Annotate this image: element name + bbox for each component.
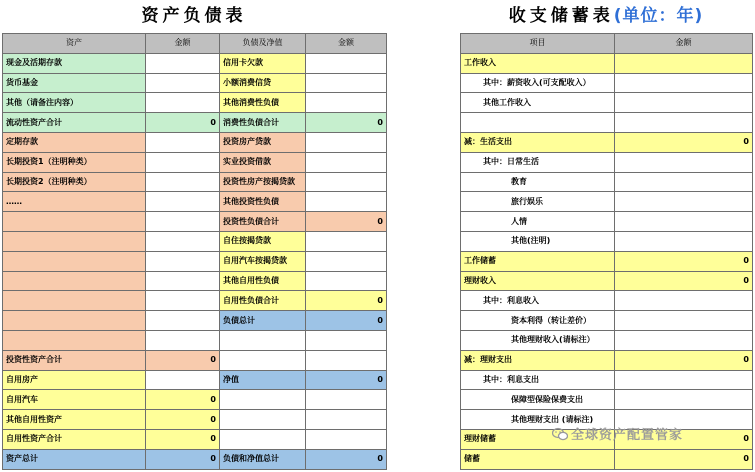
liability-amount-cell[interactable] [306,330,387,350]
table-row [461,370,753,390]
item-amount-cell[interactable]: 0 [615,251,753,271]
asset-label: 流动性资产合计 [3,113,146,133]
liability-amount-cell[interactable]: 0 [306,291,387,311]
liability-amount-cell[interactable] [306,251,387,271]
item-label: 人情 [461,212,615,232]
liability-amount-cell[interactable] [306,390,387,410]
liability-amount-cell[interactable] [306,231,387,251]
item-amount-cell[interactable]: 0 [615,350,753,370]
asset-label: 定期存款 [3,132,146,152]
table-row [461,93,753,113]
table-row [3,311,387,331]
item-label: 旅行娱乐 [461,192,615,212]
liability-label: 消费性负债合计 [220,113,306,133]
liability-label: 投资房产贷款 [220,132,306,152]
table-row [461,172,753,192]
table-row [461,390,753,410]
table-row [461,113,753,133]
asset-label: 长期投资1（注明种类） [3,152,146,172]
item-amount-cell[interactable] [615,291,753,311]
income-savings-title [460,0,752,33]
item-label: 理财储蓄 [461,429,615,449]
item-label: 资本利得（转让差价） [461,311,615,331]
item-label: 减：生活支出 [461,132,615,152]
table-row [461,271,753,291]
asset-label: 自用房产 [3,370,146,390]
asset-label: 投资性资产合计 [3,350,146,370]
liability-amount-cell[interactable] [306,73,387,93]
item-amount-cell[interactable] [615,73,753,93]
liability-header: 负债及净值 [220,34,306,54]
asset-amount-cell[interactable] [146,251,220,271]
item-label: 其他工作收入 [461,93,615,113]
asset-amount-cell[interactable] [146,291,220,311]
table-row [3,152,387,172]
table-row [461,251,753,271]
liability-label: 负债和净值总计 [220,449,306,469]
item-amount-cell[interactable] [615,212,753,232]
liability-label: 小额消费信贷 [220,73,306,93]
table-row [3,73,387,93]
item-label: 其他理财支出 (请标注) [461,410,615,430]
liability-amount-cell[interactable] [306,410,387,430]
table-row [3,350,387,370]
table-row [3,449,387,469]
table-row [461,231,753,251]
asset-amount-cell[interactable]: 0 [146,350,220,370]
liability-amount-cell[interactable] [306,271,387,291]
item-amount-cell[interactable]: 0 [615,449,753,469]
table-row [3,172,387,192]
table-row [461,132,753,152]
asset-label: 货币基金 [3,73,146,93]
asset-amount-cell[interactable] [146,271,220,291]
liability-amount-cell[interactable] [306,132,387,152]
item-label: 其中：利息收入 [461,291,615,311]
item-label: 保障型保险保费支出 [461,390,615,410]
balance-sheet-title-text: 资产负债表 [141,6,247,26]
item-amount-cell[interactable] [615,390,753,410]
asset-header: 资产 [3,34,146,54]
asset-amount-cell[interactable] [146,53,220,73]
item-amount-cell[interactable] [615,311,753,331]
liability-label: 投资性房产按揭贷款 [220,172,306,192]
item-amount-cell[interactable] [615,152,753,172]
liability-amount-cell[interactable]: 0 [306,311,387,331]
balance-sheet-table [2,33,387,470]
liability-amount-cell[interactable]: 0 [306,212,387,232]
item-label: 工作储蓄 [461,251,615,271]
item-amount-cell[interactable] [615,330,753,350]
table-row [461,212,753,232]
liability-label: 信用卡欠款 [220,53,306,73]
asset-amount-cell[interactable]: 0 [146,410,220,430]
balance-sheet-title [2,0,386,33]
item-amount-cell[interactable] [615,113,753,133]
item-label: 储蓄 [461,449,615,469]
item-label [461,113,615,133]
asset-label [3,251,146,271]
asset-label [3,291,146,311]
item-label: 教育 [461,172,615,192]
liability-label: 净值 [220,370,306,390]
unit-label: (单位：年) [613,6,704,26]
asset-amount-cell[interactable]: 0 [146,390,220,410]
liability-label: 自住按揭贷款 [220,231,306,251]
asset-label: 自用汽车 [3,390,146,410]
asset-label: 资产总计 [3,449,146,469]
liability-amount-cell[interactable] [306,172,387,192]
table-row [461,311,753,331]
item-amount-cell[interactable]: 0 [615,271,753,291]
asset-label: 自用性资产合计 [3,429,146,449]
table-row [3,132,387,152]
item-label: 工作收入 [461,53,615,73]
table-row [3,271,387,291]
item-amount-cell[interactable]: 0 [615,429,753,449]
asset-amount-cell[interactable]: 0 [146,429,220,449]
liability-label [220,429,306,449]
liability-amount-cell[interactable] [306,53,387,73]
liability-label: 投资性负债合计 [220,212,306,232]
item-header: 项目 [461,34,615,54]
item-label: 其中：利息支出 [461,370,615,390]
asset-label [3,330,146,350]
table-row [461,449,753,469]
table-row [3,231,387,251]
liability-label: 负债总计 [220,311,306,331]
table-row [3,370,387,390]
liability-amount-cell[interactable] [306,192,387,212]
watermark-text: 全球资产配置管家 [571,428,684,443]
liability-amount-cell[interactable]: 0 [306,370,387,390]
table-row [3,113,387,133]
liability-amount-cell[interactable] [306,93,387,113]
asset-amount-cell[interactable]: 0 [146,449,220,469]
asset-label [3,231,146,251]
item-amount-cell[interactable] [615,370,753,390]
asset-amount-cell[interactable] [146,212,220,232]
liability-label: 自用性负债合计 [220,291,306,311]
asset-amount-cell[interactable] [146,93,220,113]
liability-amount-cell[interactable]: 0 [306,449,387,469]
item-label: 理财收入 [461,271,615,291]
liability-label [220,390,306,410]
table-row [3,53,387,73]
liability-amount-cell[interactable]: 0 [306,113,387,133]
asset-amount-cell[interactable] [146,370,220,390]
table-row [3,390,387,410]
header-row [3,34,387,54]
item-amount-cell[interactable] [615,53,753,73]
watermark [552,424,683,443]
item-label: 减：理财支出 [461,350,615,370]
table-row [461,350,753,370]
item-label: 其中：薪资收入(可支配收入） [461,73,615,93]
item-amount-cell[interactable]: 0 [615,132,753,152]
amount-header: 金额 [615,34,753,54]
table-row [3,93,387,113]
wechat-icon [552,427,568,441]
asset-amount-cell[interactable] [146,172,220,192]
asset-amount-cell[interactable] [146,311,220,331]
table-row [3,429,387,449]
asset-label: 现金及活期存款 [3,53,146,73]
liability-label [220,330,306,350]
asset-amount-cell[interactable] [146,73,220,93]
item-amount-cell[interactable] [615,172,753,192]
asset-amount-cell[interactable] [146,231,220,251]
asset-label [3,271,146,291]
table-row [461,73,753,93]
item-amount-cell[interactable] [615,231,753,251]
asset-label: 其他自用性资产 [3,410,146,430]
liability-label: 其他消费性负债 [220,93,306,113]
liability-label: 自用汽车按揭贷款 [220,251,306,271]
table-row [461,291,753,311]
liability-label: 实业投资借款 [220,152,306,172]
asset-label: 其他（请备注内容） [3,93,146,113]
item-amount-cell[interactable] [615,192,753,212]
asset-label [3,311,146,331]
asset-label: 长期投资2（注明种类） [3,172,146,192]
liability-amount-cell[interactable] [306,152,387,172]
item-label: 其他(注明) [461,231,615,251]
liability-label [220,350,306,370]
income-savings-title-text: 收支储蓄表 [508,6,614,26]
item-label: 其中：日常生活 [461,152,615,172]
table-row [3,212,387,232]
asset-amount-cell[interactable] [146,330,220,350]
table-row [461,53,753,73]
asset-amount-cell[interactable]: 0 [146,113,220,133]
asset-amount-cell[interactable] [146,152,220,172]
table-row [461,330,753,350]
asset-amount-cell[interactable] [146,132,220,152]
liability-amount-cell[interactable] [306,350,387,370]
table-row [461,192,753,212]
asset-label [3,212,146,232]
item-amount-cell[interactable] [615,93,753,113]
item-label: 其他理财收入(请标注） [461,330,615,350]
liability-label: 其他自用性负债 [220,271,306,291]
table-row [461,152,753,172]
asset-amount-header: 金额 [146,34,220,54]
liability-label: 其他投资性负债 [220,192,306,212]
table-row [3,410,387,430]
liability-label [220,410,306,430]
asset-label: …… [3,192,146,212]
header-row [461,34,753,54]
liability-amount-cell[interactable] [306,429,387,449]
table-row [3,291,387,311]
liability-amount-header: 金额 [306,34,387,54]
table-row [3,251,387,271]
table-row [3,192,387,212]
table-row [3,330,387,350]
income-savings-table [460,33,753,470]
asset-amount-cell[interactable] [146,192,220,212]
